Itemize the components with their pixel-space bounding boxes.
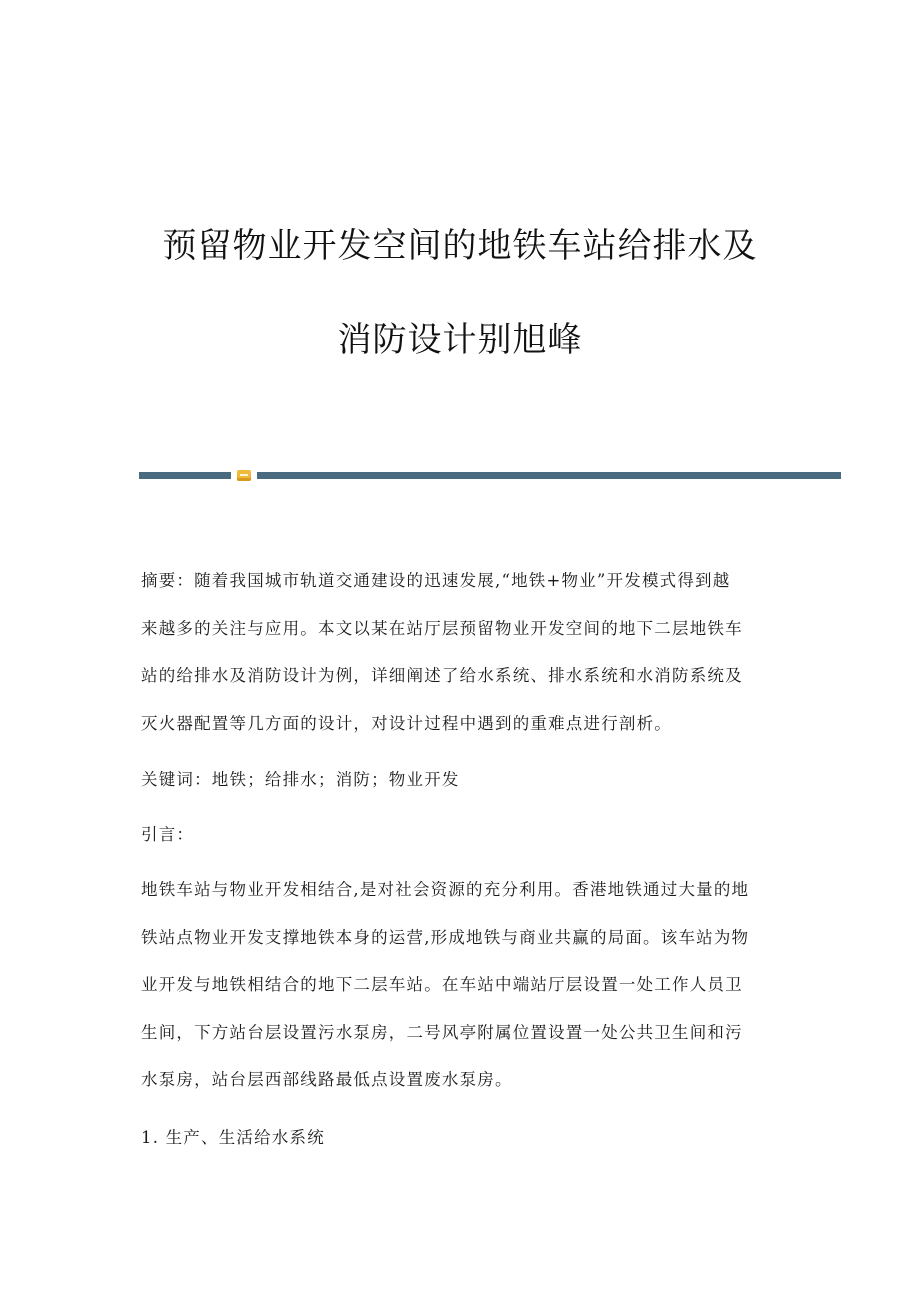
intro-line: 铁站点物业开发支撑地铁本身的运营,形成地铁与商业共赢的局面。该车站为物 bbox=[141, 927, 750, 947]
divider-right-bar bbox=[257, 472, 841, 479]
intro-paragraph bbox=[141, 866, 781, 1104]
divider-left-bar bbox=[139, 472, 231, 479]
section-1-heading-text: 1. 生产、生活给水系统 bbox=[141, 1128, 325, 1147]
intro-heading bbox=[141, 811, 781, 859]
intro-line: 水泵房，站台层西部线路最低点设置废水泵房。 bbox=[141, 1070, 513, 1089]
abstract-line: 摘要：随着我国城市轨道交通建设的迅速发展,“地铁+物业”开发模式得到越 bbox=[141, 571, 731, 590]
abstract-line: 站的给排水及消防设计为例，详细阐述了给水系统、排水系统和水消防系统及 bbox=[141, 666, 743, 685]
abstract-line: 来越多的关注与应用。本文以某在站厅层预留物业开发空间的地下二层地铁车 bbox=[141, 618, 743, 638]
document-title-line-2: 消防设计别旭峰 bbox=[337, 320, 583, 360]
intro-label-text: 引言： bbox=[141, 825, 195, 844]
intro-line: 生间，下方站台层设置污水泵房，二号风亭附属位置设置一处公共卫生间和污 bbox=[141, 1022, 743, 1042]
document-title-line-1: 预留物业开发空间的地铁车站给排水及 bbox=[162, 226, 758, 266]
keywords-text: 关键词：地铁；给排水；消防；物业开发 bbox=[141, 770, 460, 789]
section-1-heading bbox=[141, 1114, 781, 1162]
divider-ornament-icon bbox=[237, 470, 251, 481]
keywords-line bbox=[141, 756, 781, 804]
title-divider bbox=[139, 470, 841, 480]
abstract-paragraph bbox=[141, 557, 781, 747]
intro-line: 业开发与地铁相结合的地下二层车站。在车站中端站厅层设置一处工作人员卫 bbox=[141, 975, 743, 994]
intro-line: 地铁车站与物业开发相结合,是对社会资源的充分利用。香港地铁通过大量的地 bbox=[141, 880, 750, 899]
abstract-line: 灭火器配置等几方面的设计，对设计过程中遇到的重难点进行剖析。 bbox=[141, 713, 672, 733]
